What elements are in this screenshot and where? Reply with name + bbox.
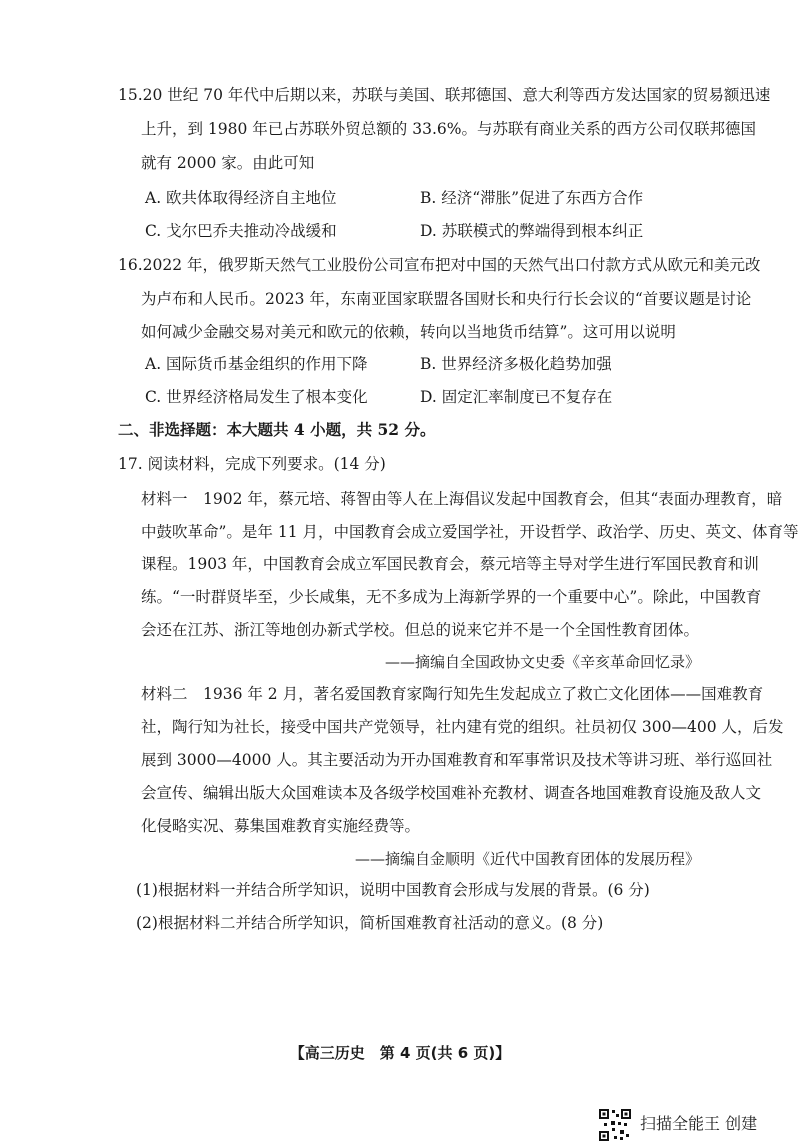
q16-option-a: A. 国际货币基金组织的作用下降 [145, 355, 368, 373]
material-2-source: ——摘编自金顺明《近代中国教育团体的发展历程》 [354, 850, 700, 868]
q16-option-c: C. 世界经济格局发生了根本变化 [145, 388, 368, 406]
material-1-line-3: 课程。1903 年，中国教育会成立军国民教育会，蔡元培等主导对学生进行军国民教育和训 [141, 555, 759, 573]
material-1-line-1: 材料一 1902 年，蔡元培、蒋智由等人在上海倡议发起中国教育会，但其“表面办理教育，暗 [141, 490, 783, 508]
q15-option-b: B. 经济“滞胀”促进了东西方合作 [420, 189, 644, 207]
q16-option-b: B. 世界经济多极化趋势加强 [420, 355, 612, 373]
q15-line-1: 15.20 世纪 70 年代中后期以来，苏联与美国、联邦德国、意大利等西方发达国家的贸易额迅速 [118, 86, 771, 104]
q17-intro: 17. 阅读材料，完成下列要求。(14 分) [118, 455, 386, 473]
q15-option-c: C. 戈尔巴乔夫推动冷战缓和 [145, 222, 337, 240]
material-2-line-1: 材料二 1936 年 2 月，著名爱国教育家陶行知先生发起成立了救亡文化团体——国难教育 [141, 685, 764, 703]
page-footer: 【高三历史 第 4 页(共 6 页)】 [289, 1044, 511, 1062]
q15-option-a: A. 欧共体取得经济自主地位 [145, 189, 337, 207]
section-2-title: 二、非选择题：本大题共 4 小题，共 52 分。 [118, 420, 436, 439]
q17-subquestion-2: (2)根据材料二并结合所学知识，简析国难教育社活动的意义。(8 分) [136, 914, 604, 932]
q16-option-d: D. 固定汇率制度已不复存在 [420, 388, 613, 406]
q15-line-2: 上升，到 1980 年已占苏联外贸总额的 33.6%。与苏联有商业关系的西方公司仅联邦德国 [141, 120, 756, 138]
q16-line-2: 为卢布和人民币。2023 年，东南亚国家联盟各国财长和央行行长会议的“首要议题是讨论 [141, 290, 752, 308]
scanner-watermark: 扫描全能王 创建 [640, 1114, 758, 1133]
material-2-line-3: 展到 3000—4000 人。其主要活动为开办国难教育和军事常识及技术等讲习班、举行巡回社 [141, 751, 773, 769]
material-2-line-5: 化侵略实况、募集国难教育实施经费等。 [141, 817, 421, 835]
q15-option-d: D. 苏联模式的弊端得到根本纠正 [420, 222, 644, 240]
q16-line-3: 如何减少金融交易对美元和欧元的依赖，转向以当地货币结算”。这可用以说明 [141, 323, 676, 341]
material-1-line-4: 练。“一时群贤毕至，少长咸集，无不多成为上海新学界的一个重要中心”。除此，中国教育 [141, 588, 762, 606]
q15-line-3: 就有 2000 家。由此可知 [141, 154, 315, 172]
q16-line-1: 16.2022 年，俄罗斯天然气工业股份公司宣布把对中国的天然气出口付款方式从欧元和美元改 [118, 256, 761, 274]
material-1-line-5: 会还在江苏、浙江等地创办新式学校。但总的说来它并不是一个全国性教育团体。 [141, 621, 700, 639]
material-1-source: ——摘编自全国政协文史委《辛亥革命回忆录》 [384, 653, 700, 671]
material-2-line-4: 会宣传、编辑出版大众国难读本及各级学校国难补充教材、调查各地国难教育设施及敌人文 [141, 784, 762, 802]
qr-code-icon [598, 1108, 632, 1142]
q17-subquestion-1: (1)根据材料一并结合所学知识，说明中国教育会形成与发展的背景。(6 分) [136, 881, 650, 899]
material-1-line-2: 中鼓吹革命”。是年 11 月，中国教育会成立爱国学社，开设哲学、政治学、历史、英文、体育等 [141, 523, 799, 541]
material-2-line-2: 社，陶行知为社长，接受中国共产党领导，社内建有党的组织。社员初仅 300—400 人，后发 [141, 718, 784, 736]
